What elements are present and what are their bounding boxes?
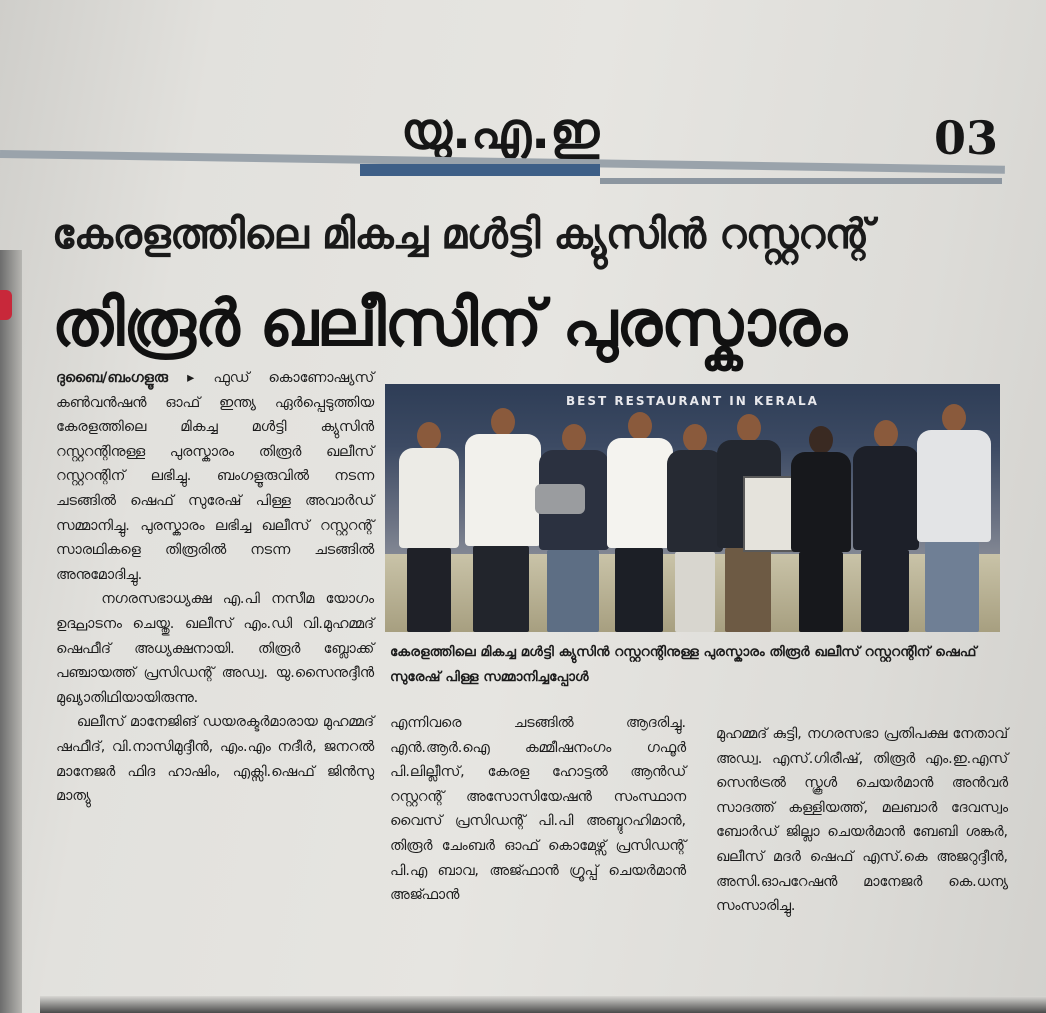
- next-article-edge: [40, 996, 1046, 1013]
- article-column-2: എന്നിവരെ ചടങ്ങിൽ ആദരിച്ചു. എൻ.ആർ.ഐ കമ്മീഷനംഗം ഗഫൂർ പി.ലില്ലീസ്, കേരള ഹോട്ടൽ ആൻഡ് റസ്റ്ററന്റ് അസോസിയേഷൻ സംസ്ഥാന വൈസ് പ്രസിഡന്റ് പി.പി അബ്ദുറഹിമാൻ, തിരൂർ ചേംബർ ഓഫ് കൊമേഴ്സ് പ്രസിഡന്റ് പി.എ ബാവ, അജ്ഫാൻ ഗ്രൂപ്പ് ചെയർമാൻ അജ്ഫാൻ: [390, 715, 691, 904]
- photo-caption: കേരളത്തിലെ മികച്ച മൾട്ടി ക്യുസിൻ റസ്റ്ററന്റിനുള്ള പുരസ്കാരം തിരൂർ ഖലീസ് റസ്റ്ററന്റിന് ഷെഫ് സുരേഷ് പിള്ള സമ്മാനിച്ചപ്പോൾ: [390, 644, 982, 685]
- person-5: [667, 424, 723, 632]
- person-3: [539, 424, 609, 632]
- person-7: [791, 426, 851, 632]
- red-margin-mark: [0, 290, 12, 320]
- photo-banner-text: BEST RESTAURANT IN KERALA: [566, 394, 819, 408]
- headline-main: തിരൂർ ഖലീസിന് പുരസ്കാരം: [52, 287, 847, 361]
- award-trophy: [535, 484, 585, 514]
- headline-kicker: കേരളത്തിലെ മികച്ച മൾട്ടി ക്യുസിൻ റസ്റ്ററന്റ്: [52, 210, 873, 258]
- news-photo: [385, 384, 1000, 632]
- award-certificate: [743, 476, 795, 552]
- person-1: [399, 422, 459, 632]
- article-column-1: [56, 366, 374, 976]
- section-rule-accent: [360, 164, 600, 176]
- person-4: [607, 412, 673, 632]
- person-8: [853, 420, 919, 632]
- section-rule-thin: [600, 178, 1002, 184]
- person-9: [917, 404, 991, 632]
- person-2: [465, 408, 541, 632]
- dateline: ദുബൈ/ബംഗളൂരു ▸: [56, 370, 195, 386]
- page-edge-shadow: [0, 250, 22, 1013]
- page-number: 03: [934, 111, 999, 165]
- article-column-3: മുഹമ്മദ് കുട്ടി, നഗരസഭാ പ്രതിപക്ഷ നേതാവ് അഡ്വ. എസ്.ഗിരീഷ്, തിരൂർ എം.ഇ.എസ് സെൻട്രൽ സ്കൂൾ ചെയർമാൻ അൻവർ സാദത്ത് കള്ളിയത്ത്, മലബാർ ദേവസ്വം ബോർഡ് ജില്ലാ ചെയർമാൻ ബേബി ശങ്കർ, ഖലീസ് മദർ ഷെഫ് എസ്.കെ അജറുദ്ദീൻ, അസി.ഓപറേഷൻ മാനേജർ കെ.ധന്യ സംസാരിച്ചു.: [716, 726, 1013, 915]
- section-title: യു.എ.ഇ: [400, 102, 600, 160]
- article-column-1-text: ഫുഡ് കൊണോഷ്യസ് കൺവൻഷൻ ഓഫ് ഇന്ത്യ ഏർപ്പെടുത്തിയ കേരളത്തിലെ മികച്ച മൾട്ടി ക്യുസിൻ റസ്റ്ററന്റിനുള്ള പുരസ്കാരം തിരൂർ ഖലീസ് റസ്റ്ററന്റിന് ലഭിച്ചു. ബംഗളൂരുവിൽ നടന്ന ചടങ്ങിൽ ഷെഫ് സുരേഷ് പിള്ള അവാർഡ് സമ്മാനിച്ചു. പുരസ്കാരം ലഭിച്ച ഖലീസ് റസ്റ്ററന്റ് സാരഥികളെ തിരൂരിൽ നടന്ന ചടങ്ങിൽ അനുമോദിച്ചു. നഗരസഭാധ്യക്ഷ എ.പി നസീമ യോഗം ഉദ്ഘാടനം ചെയ്തു. ഖലീസ് എം.ഡി വി.മുഹമ്മദ് ഷെഫീദ് അധ്യക്ഷനായി. തിരൂർ ബ്ലോക്ക് പഞ്ചായത്ത് പ്രസിഡന്റ് അഡ്വ. യു.സൈനുദ്ദീൻ മുഖ്യാതിഥിയായിരുന്നു. ഖലീസ് മാനേജിങ് ഡയരക്ടർമാരായ മുഹമ്മദ് ഷഫീദ്, വി.നാസിമുദ്ദീൻ, എം.എം നദീർ, ജനറൽ മാനേജർ ഫിദ ഹാഷിം, എക്സി.ഷെഫ് ജിൻസു മാത്യു: [56, 370, 374, 805]
